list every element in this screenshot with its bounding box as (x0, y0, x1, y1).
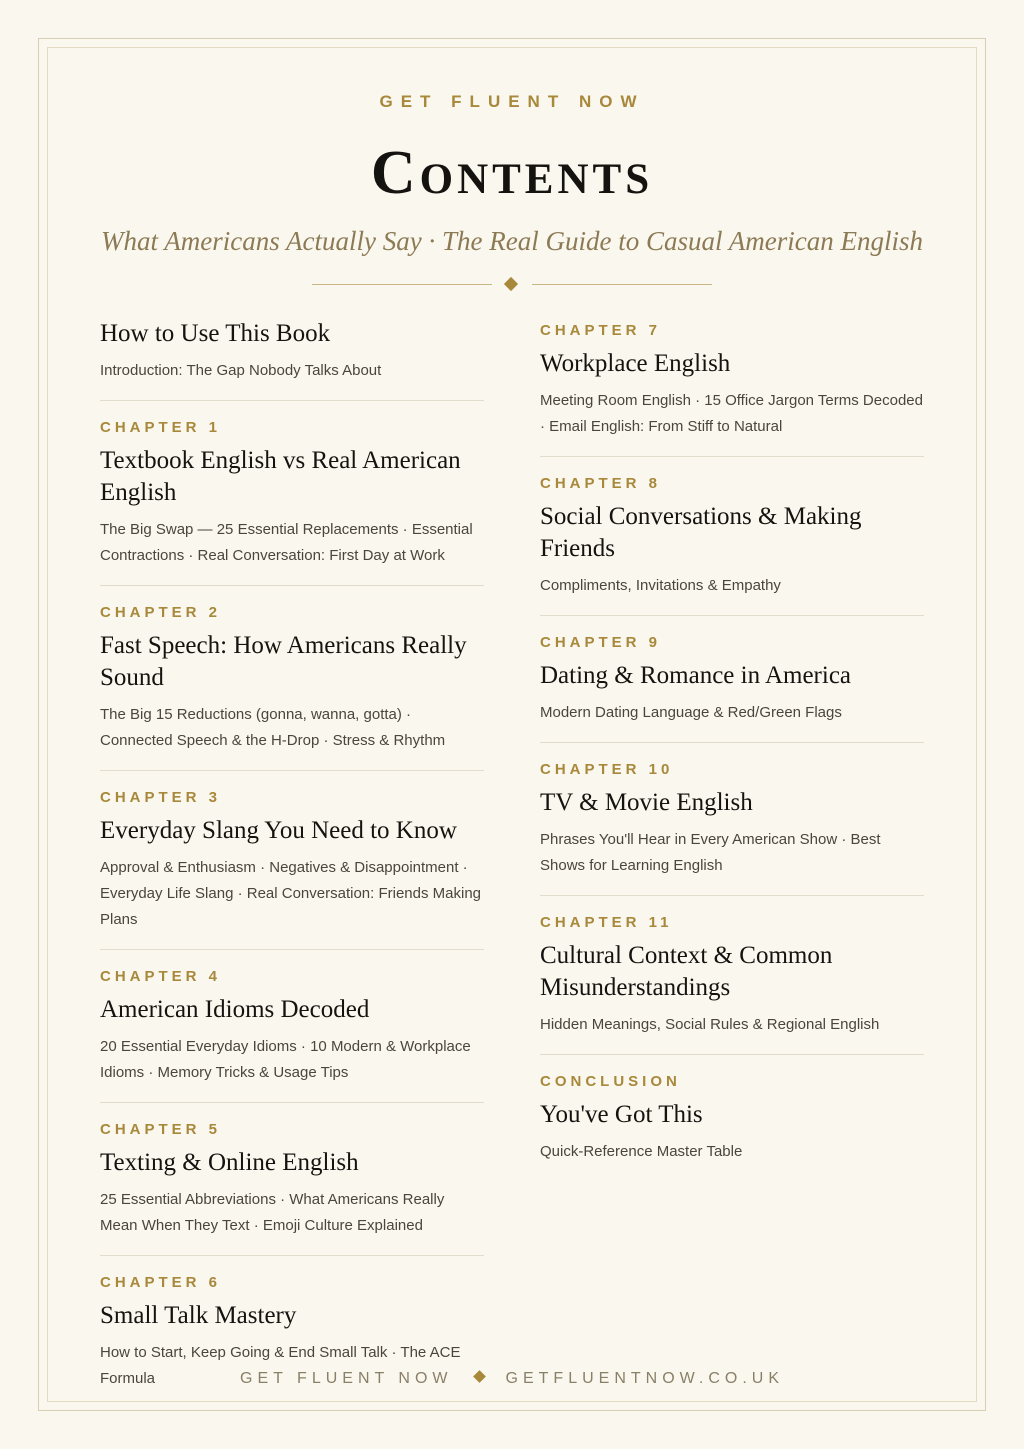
diamond-icon (473, 1370, 486, 1383)
toc-entry[interactable] (540, 322, 924, 457)
entry-title: Cultural Context & Common Misunderstandings (540, 942, 833, 1001)
entry-title: American Idioms Decoded (100, 996, 370, 1023)
toc-column-right (540, 322, 924, 1199)
entry-title: Fast Speech: How Americans Really Sound (100, 632, 467, 691)
divider-line-right (532, 284, 712, 285)
chapter-label: CHAPTER 7 (540, 322, 662, 339)
chapter-label: CHAPTER 2 (100, 604, 222, 621)
toc-entry[interactable] (540, 634, 924, 743)
diamond-icon (504, 277, 518, 291)
chapter-label: CHAPTER 8 (540, 475, 662, 492)
entry-title: TV & Movie English (540, 789, 753, 816)
entry-description: Compliments, Invitations & Empathy (540, 577, 781, 594)
brand-label: GET FLUENT NOW (379, 92, 645, 111)
entry-title: Everyday Slang You Need to Know (100, 817, 457, 844)
chapter-label: CHAPTER 1 (100, 419, 222, 436)
ornament-divider (312, 276, 712, 292)
chapter-label: CHAPTER 6 (100, 1274, 222, 1291)
chapter-label: CHAPTER 3 (100, 789, 222, 806)
entry-title: How to Use This Book (100, 320, 331, 347)
toc-entry[interactable] (100, 318, 484, 401)
entry-title: You've Got This (540, 1101, 703, 1128)
toc-entry[interactable] (100, 968, 484, 1103)
toc-entry[interactable] (100, 419, 484, 586)
toc-column-left (100, 318, 484, 1426)
footer-url[interactable]: GETFLUENTNOW.CO.UK (505, 1370, 784, 1387)
entry-title: Social Conversations & Making Friends (540, 503, 862, 562)
toc-entry[interactable] (540, 761, 924, 896)
entry-description: 25 Essential Abbreviations · What Americans Really Mean When They Text · Emoji Culture Explained (100, 1191, 445, 1234)
chapter-label: CONCLUSION (540, 1073, 681, 1090)
chapter-label: CHAPTER 11 (540, 914, 673, 931)
entry-title: Workplace English (540, 350, 731, 377)
chapter-label: CHAPTER 10 (540, 761, 674, 778)
entry-description: How to Start, Keep Going & End Small Talk · The ACE Formula (100, 1344, 461, 1387)
entry-description: The Big Swap — 25 Essential Replacements · Essential Contractions · Real Conversation: First Day at Work (100, 521, 473, 564)
entry-description: The Big 15 Reductions (gonna, wanna, gotta) · Connected Speech & the H-Drop · Stress & Rhythm (100, 706, 446, 749)
page-subtitle: What Americans Actually Say · The Real Guide to Casual American English (101, 226, 923, 256)
chapter-label: CHAPTER 4 (100, 968, 222, 985)
toc-entry[interactable] (540, 475, 924, 616)
entry-title: Small Talk Mastery (100, 1302, 297, 1329)
toc-entry[interactable] (540, 1073, 924, 1181)
page-footer (0, 1370, 1024, 1388)
entry-title: Dating & Romance in America (540, 662, 852, 689)
footer-brand: GET FLUENT NOW (240, 1370, 453, 1387)
entry-title: Texting & Online English (100, 1149, 359, 1176)
chapter-label: CHAPTER 5 (100, 1121, 222, 1138)
entry-description: 20 Essential Everyday Idioms · 10 Modern & Workplace Idioms · Memory Tricks & Usage Tips (100, 1038, 471, 1081)
toc-entry[interactable] (100, 789, 484, 950)
entry-description: Approval & Enthusiasm · Negatives & Disappointment · Everyday Life Slang · Real Conversation: Friends Making Plans (100, 859, 482, 928)
entry-description: Meeting Room English · 15 Office Jargon Terms Decoded · Email English: From Stiff to Natural (540, 392, 923, 435)
entry-description: Modern Dating Language & Red/Green Flags (540, 704, 842, 721)
toc-entry[interactable] (100, 604, 484, 771)
entry-title: Textbook English vs Real American English (100, 447, 461, 506)
toc-entry[interactable] (540, 914, 924, 1055)
entry-description: Hidden Meanings, Social Rules & Regional English (540, 1016, 880, 1033)
entry-description: Phrases You'll Hear in Every American Show · Best Shows for Learning English (540, 831, 881, 874)
entry-description: Quick-Reference Master Table (540, 1143, 743, 1160)
entry-description: Introduction: The Gap Nobody Talks About (100, 362, 382, 379)
divider-line-left (312, 284, 492, 285)
chapter-label: CHAPTER 9 (540, 634, 662, 651)
page-title: Contents (370, 139, 654, 207)
toc-entry[interactable] (100, 1121, 484, 1256)
